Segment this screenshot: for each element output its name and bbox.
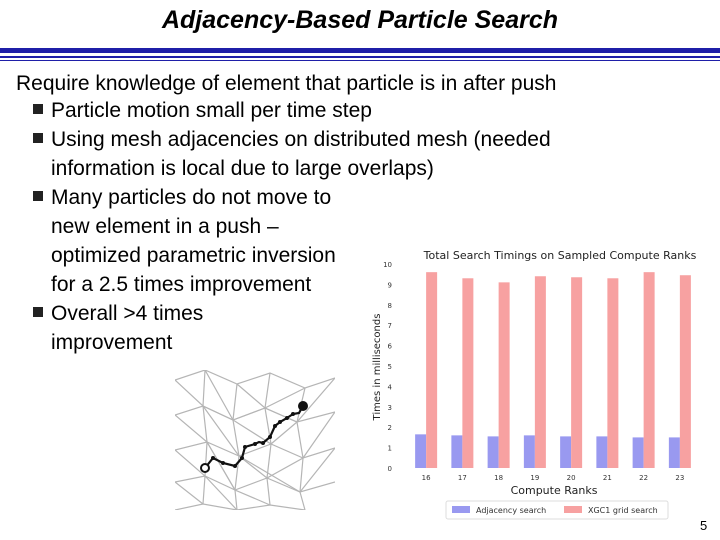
- x-tick-label: 18: [494, 474, 504, 482]
- y-tick-label: 10: [383, 261, 392, 269]
- bar-xgc1-16: [426, 272, 437, 468]
- bullet-3-line-4: for a 2.5 times improvement: [51, 273, 312, 296]
- x-tick-label: 17: [457, 474, 467, 482]
- bullet-4-line-1: Overall >4 times: [51, 302, 204, 325]
- legend-entry: XGC1 grid search: [588, 506, 658, 515]
- bar-adjacency-19: [524, 435, 535, 468]
- x-tick-label: 16: [421, 474, 431, 482]
- legend-swatch: [452, 506, 470, 513]
- bullet-marker-1: [33, 104, 43, 114]
- bar-xgc1-18: [499, 282, 510, 468]
- bullet-marker-2: [33, 133, 43, 143]
- slide-title: Adjacency-Based Particle Search: [161, 6, 559, 34]
- bar-xgc1-20: [571, 277, 582, 468]
- y-tick-label: 2: [387, 424, 392, 433]
- bar-adjacency-21: [596, 436, 607, 468]
- bar-adjacency-16: [415, 434, 426, 468]
- intro-text: Require knowledge of element that particle is in after push: [16, 72, 557, 95]
- bullet-4-line-2: improvement: [51, 331, 173, 354]
- bullet-2-line-2: information is local due to large overlaps): [51, 157, 434, 180]
- bullet-marker-4: [33, 307, 43, 317]
- chart-x-axis-label: Compute Ranks: [510, 484, 598, 497]
- legend-swatch: [564, 506, 582, 513]
- particle-start-marker: [201, 464, 209, 472]
- chart-title: Total Search Timings on Sampled Compute Ranks: [423, 249, 697, 262]
- bar-adjacency-17: [451, 435, 462, 468]
- bullet-3-line-1: Many particles do not move to: [51, 186, 332, 209]
- x-tick-label: 22: [639, 474, 649, 482]
- x-tick-label: 20: [566, 474, 576, 482]
- x-tick-label: 21: [602, 474, 612, 482]
- bar-adjacency-20: [560, 436, 571, 468]
- bar-xgc1-22: [644, 272, 655, 468]
- bar-xgc1-19: [535, 276, 546, 468]
- bar-xgc1-23: [680, 275, 691, 468]
- title-rule-thin: [0, 60, 720, 61]
- y-tick-label: 8: [387, 301, 392, 310]
- y-tick-label: 0: [387, 465, 392, 473]
- bullet-3-line-3: optimized parametric inversion: [51, 244, 336, 267]
- chart-y-axis-label: Times in milliseconds: [372, 313, 383, 421]
- y-tick-label: 3: [387, 403, 392, 412]
- bar-xgc1-21: [607, 278, 618, 468]
- y-tick-label: 4: [387, 383, 392, 392]
- title-rule-thick: [0, 48, 720, 53]
- bar-adjacency-23: [669, 437, 680, 468]
- bullet-3-line-2: new element in a push –: [51, 215, 279, 238]
- bullet-1-line-1: Particle motion small per time step: [51, 99, 372, 122]
- y-tick-label: 5: [387, 363, 392, 371]
- search-timings-chart: [368, 240, 708, 522]
- bar-xgc1-17: [462, 278, 473, 468]
- mesh-particle-path-illustration: [175, 370, 335, 510]
- bullet-2-line-1: Using mesh adjacencies on distributed mesh (needed: [51, 128, 551, 151]
- particle-end-marker: [298, 401, 308, 411]
- bar-adjacency-22: [633, 437, 644, 468]
- title-rule-medium: [0, 56, 720, 58]
- y-tick-label: 9: [387, 281, 392, 290]
- y-tick-label: 6: [387, 342, 392, 351]
- y-tick-label: 1: [387, 444, 392, 453]
- bar-adjacency-18: [488, 436, 499, 468]
- x-tick-label: 23: [675, 474, 685, 482]
- y-tick-label: 7: [387, 322, 392, 331]
- bullet-marker-3: [33, 191, 43, 201]
- x-tick-label: 19: [530, 474, 540, 482]
- page-number: 5: [700, 518, 708, 533]
- legend-entry: Adjacency search: [476, 506, 547, 515]
